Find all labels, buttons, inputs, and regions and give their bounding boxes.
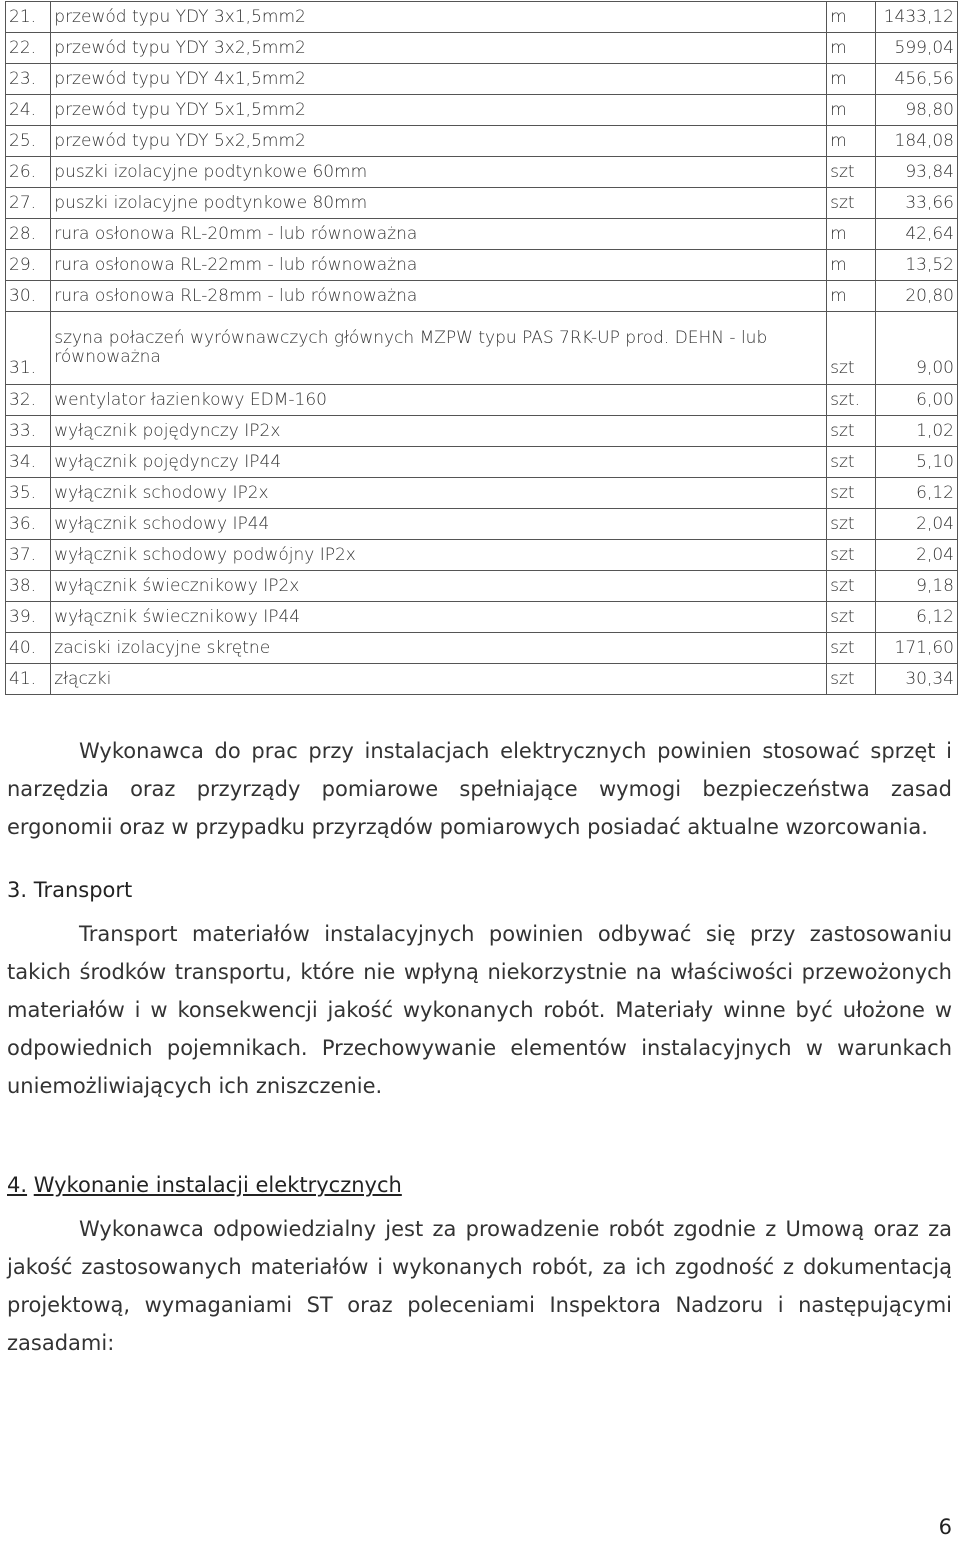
- row-unit: m: [827, 219, 876, 250]
- row-quantity: 456,56: [876, 64, 958, 95]
- materials-table: [5, 1, 958, 695]
- section-3-paragraph: [7, 915, 952, 1105]
- row-description: wyłącznik pojędynczy IP2x: [51, 416, 827, 447]
- table-row: [6, 664, 958, 695]
- row-description: wyłącznik schodowy IP2x: [51, 478, 827, 509]
- row-number: 36.: [6, 509, 51, 540]
- materials-table-body: [6, 2, 958, 695]
- row-number: 27.: [6, 188, 51, 219]
- row-number: 22.: [6, 33, 51, 64]
- row-number: 41.: [6, 664, 51, 695]
- row-description: rura osłonowa RL-28mm - lub równoważna: [51, 281, 827, 312]
- row-quantity: 42,64: [876, 219, 958, 250]
- table-row: [6, 126, 958, 157]
- table-row: [6, 2, 958, 33]
- row-unit: szt: [827, 478, 876, 509]
- table-row: [6, 478, 958, 509]
- row-description: zaciski izolacyjne skrętne: [51, 633, 827, 664]
- row-number: 35.: [6, 478, 51, 509]
- row-number: 37.: [6, 540, 51, 571]
- row-unit: m: [827, 64, 876, 95]
- row-unit: szt.: [827, 385, 876, 416]
- table-row: [6, 188, 958, 219]
- table-row: [6, 385, 958, 416]
- row-quantity: 9,18: [876, 571, 958, 602]
- section-4-number: 4.: [7, 1173, 28, 1197]
- row-number: 21.: [6, 2, 51, 33]
- row-description: przewód typu YDY 5x2,5mm2: [51, 126, 827, 157]
- row-number: 29.: [6, 250, 51, 281]
- row-number: 26.: [6, 157, 51, 188]
- row-description: rura osłonowa RL-20mm - lub równoważna: [51, 219, 827, 250]
- table-row: [6, 540, 958, 571]
- row-unit: szt: [827, 416, 876, 447]
- table-row: [6, 571, 958, 602]
- section-3-paragraph-text: Transport materiałów instalacyjnych powinien odbywać się przy zastosowaniu takich środków transportu, które nie wpłyną niekorzystnie na właściwości przewożonych materiałów i w konsekwencji jakość wykonanych robót. Materiały winne być ułożone w odpowiednich pojemnikach. Przechowywanie elementów instalacyjnych w warunkach uniemożliwiających ich zniszczenie.: [7, 922, 952, 1098]
- row-number: 38.: [6, 571, 51, 602]
- row-unit: szt: [827, 509, 876, 540]
- row-unit: szt: [827, 540, 876, 571]
- table-row: [6, 219, 958, 250]
- row-quantity: 2,04: [876, 509, 958, 540]
- row-unit: szt: [827, 447, 876, 478]
- row-number: 39.: [6, 602, 51, 633]
- row-description: wentylator łazienkowy EDM-160: [51, 385, 827, 416]
- row-quantity: 6,00: [876, 385, 958, 416]
- row-number: 32.: [6, 385, 51, 416]
- row-description: wyłącznik schodowy podwójny IP2x: [51, 540, 827, 571]
- row-quantity: 30,34: [876, 664, 958, 695]
- row-quantity: 184,08: [876, 126, 958, 157]
- row-quantity: 171,60: [876, 633, 958, 664]
- row-quantity: 6,12: [876, 602, 958, 633]
- row-description: przewód typu YDY 4x1,5mm2: [51, 64, 827, 95]
- section-4-paragraph-text: Wykonawca odpowiedzialny jest za prowadzenie robót zgodnie z Umową oraz za jakość zastosowanych materiałów i wykonanych robót, za ich zgodność z dokumentacją projektową, wymaganiami ST oraz poleceniami Inspektora Nadzoru i następującymi zasadami:: [7, 1217, 952, 1355]
- table-row: [6, 33, 958, 64]
- row-unit: szt: [827, 157, 876, 188]
- row-quantity: 5,10: [876, 447, 958, 478]
- row-number: 31.: [6, 312, 51, 385]
- row-quantity: 9,00: [876, 312, 958, 385]
- section-3-number: 3.: [7, 878, 28, 902]
- row-description: szyna połaczeń wyrównawczych głównych MZPW typu PAS 7RK-UP prod. DEHN - lub równoważna: [51, 312, 827, 385]
- row-quantity: 98,80: [876, 95, 958, 126]
- table-row: [6, 416, 958, 447]
- row-unit: szt: [827, 602, 876, 633]
- row-quantity: 1,02: [876, 416, 958, 447]
- row-unit: szt: [827, 571, 876, 602]
- row-quantity: 33,66: [876, 188, 958, 219]
- row-description: wyłącznik świecznikowy IP44: [51, 602, 827, 633]
- table-row: [6, 602, 958, 633]
- intro-paragraph: [7, 732, 952, 846]
- row-number: 33.: [6, 416, 51, 447]
- table-row: [6, 509, 958, 540]
- section-4-paragraph: [7, 1210, 952, 1362]
- section-3-heading: [7, 875, 132, 905]
- row-description: wyłącznik pojędynczy IP44: [51, 447, 827, 478]
- row-quantity: 2,04: [876, 540, 958, 571]
- row-unit: m: [827, 2, 876, 33]
- row-description: złączki: [51, 664, 827, 695]
- row-description: wyłącznik schodowy IP44: [51, 509, 827, 540]
- row-unit: szt: [827, 188, 876, 219]
- table-row: [6, 633, 958, 664]
- section-3-title: Transport: [33, 878, 133, 902]
- row-description: puszki izolacyjne podtynkowe 60mm: [51, 157, 827, 188]
- row-unit: szt: [827, 312, 876, 385]
- page-number: 6: [938, 1515, 952, 1539]
- row-quantity: 599,04: [876, 33, 958, 64]
- row-number: 30.: [6, 281, 51, 312]
- row-unit: szt: [827, 664, 876, 695]
- row-description: rura osłonowa RL-22mm - lub równoważna: [51, 250, 827, 281]
- row-quantity: 20,80: [876, 281, 958, 312]
- row-description: puszki izolacyjne podtynkowe 80mm: [51, 188, 827, 219]
- row-quantity: 1433,12: [876, 2, 958, 33]
- section-4-heading: [7, 1170, 402, 1200]
- table-row: [6, 281, 958, 312]
- row-unit: m: [827, 126, 876, 157]
- row-number: 34.: [6, 447, 51, 478]
- intro-paragraph-text: Wykonawca do prac przy instalacjach elektrycznych powinien stosować sprzęt i narzędzia oraz przyrządy pomiarowe spełniające wymogi bezpieczeństwa zasad ergonomii oraz w przypadku przyrządów pomiarowych posiadać aktualne wzorcowania.: [7, 739, 952, 839]
- row-number: 28.: [6, 219, 51, 250]
- row-unit: szt: [827, 633, 876, 664]
- row-number: 25.: [6, 126, 51, 157]
- row-description: przewód typu YDY 5x1,5mm2: [51, 95, 827, 126]
- row-quantity: 93,84: [876, 157, 958, 188]
- table-row: [6, 95, 958, 126]
- table-row: [6, 312, 958, 385]
- row-description: wyłącznik świecznikowy IP2x: [51, 571, 827, 602]
- row-quantity: 13,52: [876, 250, 958, 281]
- row-unit: m: [827, 281, 876, 312]
- row-number: 23.: [6, 64, 51, 95]
- row-unit: m: [827, 250, 876, 281]
- row-description: przewód typu YDY 3x1,5mm2: [51, 2, 827, 33]
- row-number: 40.: [6, 633, 51, 664]
- row-unit: m: [827, 33, 876, 64]
- section-4-title: Wykonanie instalacji elektrycznych: [33, 1173, 402, 1197]
- row-unit: m: [827, 95, 876, 126]
- row-number: 24.: [6, 95, 51, 126]
- table-row: [6, 64, 958, 95]
- table-row: [6, 250, 958, 281]
- table-row: [6, 157, 958, 188]
- table-row: [6, 447, 958, 478]
- row-quantity: 6,12: [876, 478, 958, 509]
- row-description: przewód typu YDY 3x2,5mm2: [51, 33, 827, 64]
